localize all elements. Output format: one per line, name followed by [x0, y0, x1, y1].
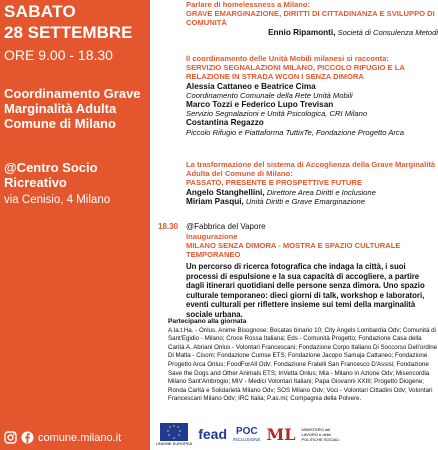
event-date: 28 SETTEMBRE	[4, 23, 133, 42]
participants-list: A.la.t.Ha. - Onlus, Anime Bisognose; Bocatas binario 10; City Angels Lombardia Odv; Comunità di Sant'Egidio - Milano; Croce Rossa Italiana; Eds - Comunità Progetto; Fondazione Casa della Carità A. Abriani Onlus - Volontari Francescani; Fondazione Corpo Italiano Di Soccorso Dell'ordine Di Malta - Cisom; Fondazione Cumse ETS; Fondazione Jacopo Samaja Cattaneo; Fondazione Progetto Arca Onlus; FoodForAll Odv; Fondazione Fratelli San Francesco D'Assisi; Fondazione Save the Dogs and Other Animals ETS; InVetta Onlus; Mia - Milano in Azione Odv; Misericordia Milano Sant'Ambrogio; MIV - Medici Volontari Italiani; Papa Giovanni XXIII; Progetto Diogene; Ronda Carità e Solidarietà Milano Odv; SOS Milano Odv; Voci - Volontari Cittadini Odv; Volontari Francescani Milano Odv; IRC Italia; P.as.mi; Compagnia della Polvere.	[168, 326, 438, 403]
evening-venue: @Fabbrica del Vapore	[186, 222, 266, 231]
session-unita-mobili	[186, 54, 438, 137]
speaker-role: Unità Diritti e Grave Emarginazione	[245, 196, 365, 206]
eu-flag-icon	[160, 423, 188, 441]
speaker-name: Alessia Cattaneo e Beatrice Cima	[186, 81, 316, 91]
eu-label: UNIONE EUROPEA	[156, 440, 193, 446]
session-accoglienza	[186, 160, 438, 206]
ministry-logo-icon: ML	[266, 424, 296, 444]
eu-logo	[156, 423, 192, 446]
speaker-role: Coordinamento Comunale della Rete Unità Mobili	[186, 90, 353, 100]
facebook-icon[interactable]	[21, 431, 34, 444]
website-link[interactable]: comune.milano.it	[38, 431, 122, 444]
poc-logo: POC INCLUSIONE	[233, 426, 261, 442]
session-homelessness	[186, 0, 438, 37]
speaker-name: Ennio Ripamonti,	[268, 27, 336, 37]
session-title: Parlare di homelessness a Milano:	[186, 0, 311, 9]
session-title: Il coordinamento delle Unità Mobili milanesi si racconta:	[186, 54, 389, 63]
speaker-role: Piccolo Rifugio e Piattaforma TuttixTe, Fondazione Progetto Arca	[186, 127, 404, 137]
left-panel	[0, 0, 150, 450]
inauguration-text: Un percorso di ricerca fotografica che indaga la città, i suoi processi di espulsione e la sua capacità di accogliere, a partire dagli itinerari quotidiani delle persone senza dimora. Uno spazio culturale temporaneo: dieci giorni di talk, workshop e laboratori, eventi culturali per riflettere insieme sui temi della marginalità sociale urbana.	[186, 262, 425, 319]
speaker-role: Servizio Segnalazioni e Unità Psicologica, CRI Milano	[186, 109, 368, 119]
speaker-role: Direttore Area Diritti e Inclusione	[266, 187, 376, 197]
logos-bar	[156, 418, 438, 450]
speaker-name: Angelo Stanghellini,	[186, 187, 265, 197]
ministry-label: MINISTERO del LAVORO e delle POLITICHE SOCIALI	[301, 426, 340, 442]
program	[156, 0, 438, 450]
fead-logo: fead	[198, 426, 228, 442]
address: via Cenisio, 4 Milano	[4, 194, 111, 206]
session-subtitle: GRAVE EMARGINAZIONE, DIRITTI DI CITTADINANZA E SVILUPPO DI COMUNITÀ	[186, 9, 435, 28]
speaker-name: Costantina Regazzo	[186, 118, 264, 128]
session-title: La trasformazione del sistema di Accoglienza della Grave Marginalità Adulta del Comune di Milano:	[186, 160, 436, 179]
session-subtitle: SERVIZIO SEGNALAZIONI MILANO, PICCOLO RIFUGIO E LA RELAZIONE IN STRADA WCON I SENZA DIMORA	[186, 63, 405, 82]
participants	[168, 318, 438, 404]
session-subtitle: PASSATO, PRESENTE E PROSPETTIVE FUTURE	[186, 178, 362, 188]
organizer: Coordinamento Grave Marginalità Adulta Comune di Milano	[4, 86, 141, 131]
speaker-role: Società di Consulenza Metodi	[337, 27, 438, 37]
event-day: SABATO	[4, 2, 77, 21]
inauguration-title: MILANO SENZA DIMORA - MOSTRA E SPAZIO CULTURALE TEMPORANEO	[186, 241, 401, 260]
location: @Centro Socio Ricreativo	[4, 160, 98, 190]
event-time: ORE 9.00 - 18.30	[4, 47, 113, 63]
speaker-name: Marco Tozzi e Federico Lupo Trevisan	[186, 100, 334, 110]
participants-title: Partecipano alla giornata	[168, 318, 247, 325]
inauguration-label: Inaugurazione	[186, 232, 238, 241]
evening-time: 18.30	[158, 222, 179, 231]
speaker-name: Miriam Pasqui,	[186, 196, 244, 206]
social-bar	[4, 431, 121, 444]
inauguration	[186, 232, 438, 260]
instagram-icon[interactable]	[4, 431, 17, 444]
